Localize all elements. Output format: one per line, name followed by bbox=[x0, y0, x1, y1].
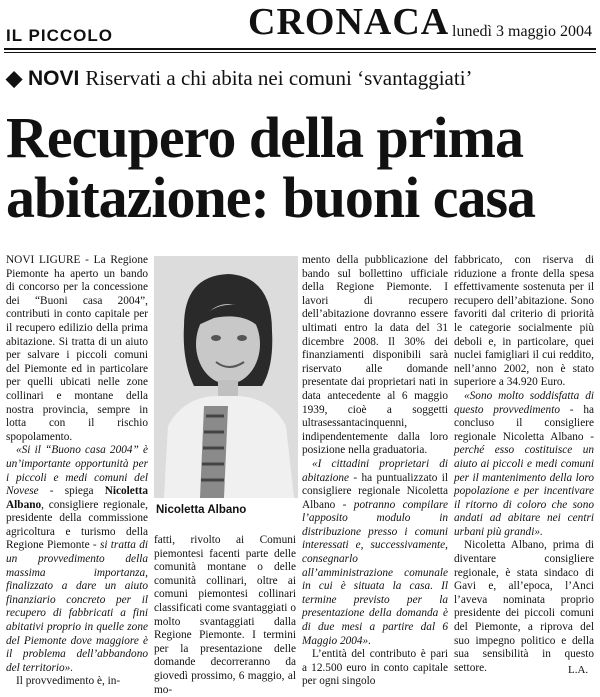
quote-text: «Sono molto soddisfatta di questo provvedimento bbox=[454, 389, 594, 416]
article-paragraph: Nicoletta Albano, prima di diventare consigliere regionale, è stata sindaco di Gavi e, all’epoca, l’Anci l’aveva nominata proprio presidente dei piccoli comuni del Piemonte, a riprova del suo impegno politico e della sua sensibilità in questo settore. bbox=[454, 539, 594, 674]
article-paragraph: mento della pubblicazione del bando sul bollettino ufficiale della Regione Piemonte. I lavori di recupero dell’abitazione dovranno essere ultimati entro la data del 31 dicembre 2008. Il 30% dei finanziamenti disponibili sarà riservato alle domande presentate dai proprietari nati in data antecedente al 6 maggio 1939, cioè a soggetti ultrasessantacinquenni, indipendentemente dalla loro posizione nella graduatoria. bbox=[302, 254, 448, 457]
kicker bbox=[6, 66, 473, 91]
author-signature: L.A. bbox=[568, 664, 589, 676]
article-paragraph: fatti, rivolto ai Comuni piemontesi facenti parte delle comunità montane o delle comunità collinari, oltre ai comuni piemontesi collinari classificati come svantaggiati o molto svantaggiati dalla Regione Piemonte. I termini per la presentazione delle domande decorreranno da giovedì prossimo, 6 maggio, al mo- bbox=[154, 534, 296, 696]
article-paragraph bbox=[6, 444, 148, 675]
newspaper-name: IL PICCOLO bbox=[6, 26, 113, 45]
headline-line-1: Recupero della prima bbox=[6, 105, 523, 170]
quote-text: «Si il “Buono casa 2004” è un’importante opportunità per i piccoli e medi comuni del Novese bbox=[6, 444, 148, 498]
section-title: CRONACA bbox=[248, 1, 450, 43]
attribution-text: - ha puntualizzato il consigliere regionale Nicoletta Albano - bbox=[302, 471, 448, 511]
quote-text: potranno compilare l’apposito modulo in distribuzione presso i comuni interessati e, successivamente, consegnarlo all’amministrazione comunale in cui è situata la casa. Il termine previsto per la presentazione della domanda è di due mesi a partire dal 6 Maggio 2004». bbox=[302, 498, 448, 647]
kicker-place: ◆ NOVI bbox=[6, 67, 80, 90]
article-paragraph: NOVI LIGURE - La Regione Piemonte ha aperto un bando di concorso per la concessione dei “Buoni casa 2004”, contributi in conto capitale per il recupero edilizio della prima abitazione. Si tratta di un aiuto per salvare i piccoli comuni del Piemonte ed in particolare per quelli ubicati nelle zone collinari e montane della nostra provincia, sempre in lotta con il rischio spopolamento. bbox=[6, 254, 148, 443]
page-header bbox=[0, 0, 600, 52]
article-paragraph bbox=[454, 390, 594, 540]
person-name: Nicoletta Albano bbox=[6, 485, 148, 511]
attribution-text: - spiega bbox=[49, 485, 105, 498]
article-paragraph: L’entità del contributo è pari a 12.500 euro in conto capitale per ogni singolo bbox=[302, 648, 448, 688]
headline bbox=[6, 105, 596, 230]
quote-text: si tratta di un provvedimento della massima importanza, finalizzato a dare un aiuto finanziario concreto per il recupero di fabbricati a fini abitativi proprio in quelle zone del Piemonte dove maggiore è il problema dell’abbandono del territorio». bbox=[6, 539, 148, 674]
attribution-text: - ha concluso il consigliere regionale Nicoletta Albano bbox=[454, 403, 595, 443]
quote-text: - perché esso costituisce un aiuto ai piccoli e medi comuni per il mantenimento della loro popolazione e per incentivare il ritorno di coloro che sono andati ad abitare nei centri urbani più grandi». bbox=[454, 430, 594, 538]
article-paragraph bbox=[302, 458, 448, 648]
article-column-1 bbox=[6, 254, 148, 689]
kicker-text: Riservati a chi abita nei comuni ‘svantaggiati’ bbox=[85, 66, 473, 90]
portrait-icon bbox=[154, 256, 298, 498]
quote-text: «I cittadini proprietari di abitazione bbox=[302, 457, 448, 484]
header-rule bbox=[4, 48, 596, 50]
attribution-text: , consigliere regionale, presidente della commissione agricoltura e turismo della Regione Piemonte - bbox=[6, 498, 148, 552]
article-column-2 bbox=[154, 534, 296, 697]
article-paragraph: fabbricato, con riserva di riduzione a fronte della spesa effettivamente sostenuta per il recupero dell’abitazione. Sono favoriti dal criterio di priorità le categorie socialmente più deboli e, in particolare, quei nuclei famigliari il cui reddito, nell’anno 2002, non è stato superiore a 34.920 Euro. bbox=[454, 254, 594, 389]
article-column-4 bbox=[454, 254, 594, 675]
article-column-3 bbox=[302, 254, 448, 689]
issue-date: lunedì 3 maggio 2004 bbox=[452, 23, 592, 40]
headline-line-2: abitazione: buoni casa bbox=[6, 165, 536, 230]
article-paragraph: Il provvedimento è, in- bbox=[16, 675, 121, 688]
photo-caption: Nicoletta Albano bbox=[156, 504, 247, 516]
header-rule-thin bbox=[4, 52, 596, 53]
portrait-photo bbox=[154, 256, 298, 498]
